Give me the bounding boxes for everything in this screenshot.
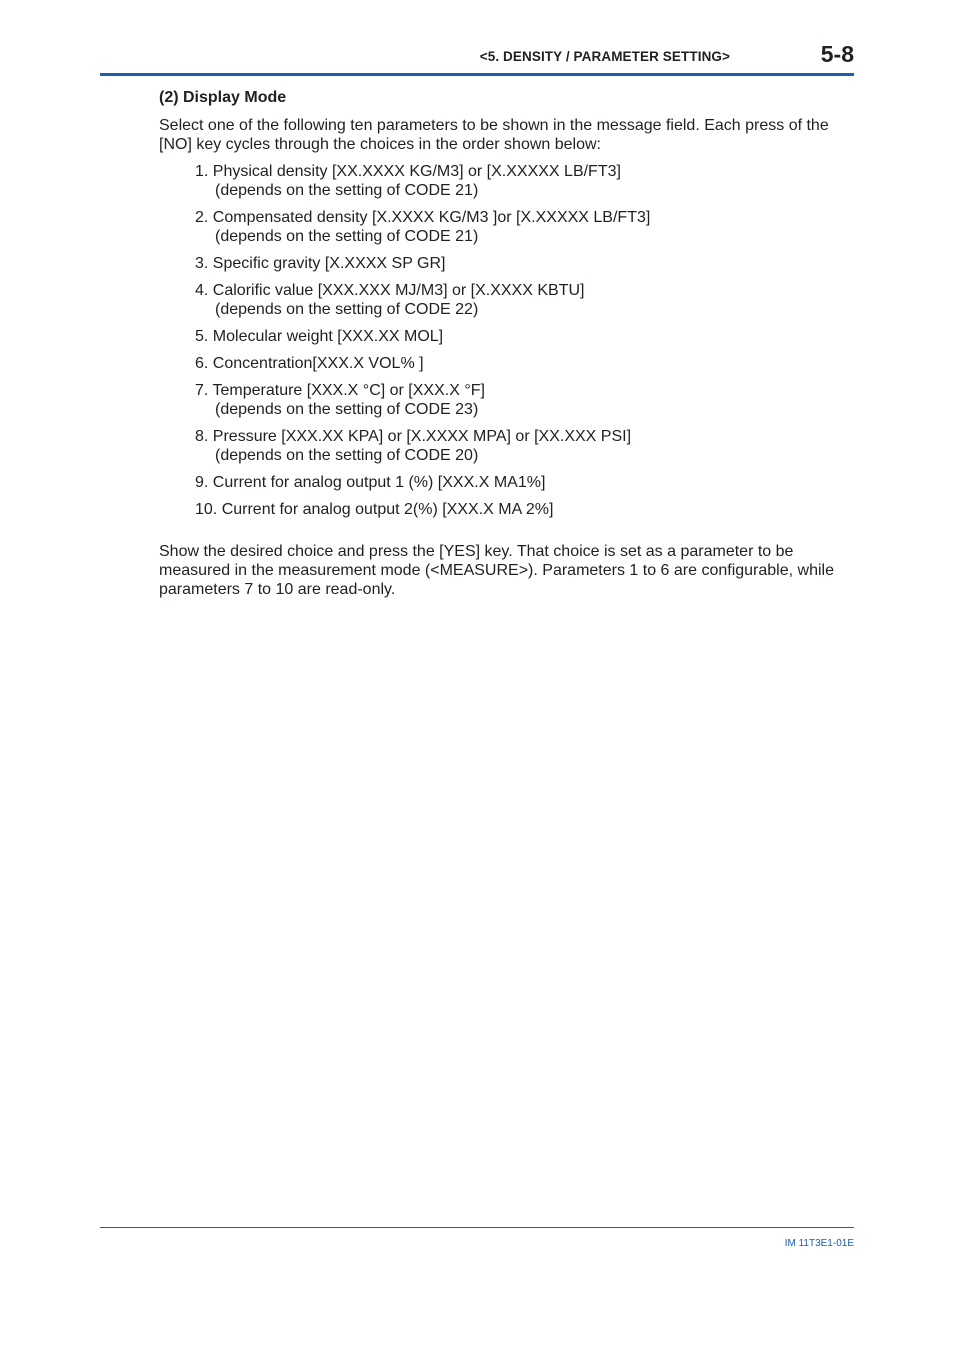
section-heading: (2) Display Mode [159, 89, 287, 106]
list-item-note: (depends on the setting of CODE 22) [215, 301, 479, 318]
list-item-text: 1. Physical density [XX.XXXX KG/M3] or [X.XXXXX LB/FT3] [195, 163, 621, 180]
intro-paragraph [159, 116, 859, 154]
closing-line: Show the desired choice and press the [YES] key. That choice is set as a parameter to be [159, 543, 794, 560]
page-content [159, 88, 859, 599]
list-item-note: (depends on the setting of CODE 21) [215, 228, 479, 245]
list-item-text: 6. Concentration[XXX.X VOL% ] [195, 355, 424, 372]
list-item [195, 354, 859, 373]
list-item-text: 3. Specific gravity [X.XXXX SP GR] [195, 255, 446, 272]
list-item-text: 7. Temperature [XXX.X °C] or [XXX.X °F] [195, 382, 485, 399]
list-item [195, 427, 859, 465]
list-item [195, 473, 859, 492]
parameter-list [159, 162, 859, 519]
list-item-text: 10. Current for analog output 2(%) [XXX.X MA 2%] [195, 501, 554, 518]
list-item-note: (depends on the setting of CODE 20) [215, 447, 479, 464]
list-item [195, 162, 859, 200]
list-item-text: 9. Current for analog output 1 (%) [XXX.X MA1%] [195, 474, 546, 491]
list-item-note: (depends on the setting of CODE 21) [215, 182, 479, 199]
closing-line: parameters 7 to 10 are read-only. [159, 581, 396, 598]
closing-line: measured in the measurement mode (<MEASURE>). Parameters 1 to 6 are configurable, while [159, 562, 834, 579]
intro-line: [NO] key cycles through the choices in the order shown below: [159, 136, 601, 153]
list-item [195, 327, 859, 346]
header-divider [100, 73, 854, 76]
list-item [195, 254, 859, 273]
list-item-note: (depends on the setting of CODE 23) [215, 401, 479, 418]
closing-paragraph [159, 542, 859, 599]
footer-divider [100, 1227, 854, 1228]
list-item-text: 8. Pressure [XXX.XX KPA] or [X.XXXX MPA] or [XX.XXX PSI] [195, 428, 632, 445]
page-number: 5-8 [820, 41, 854, 67]
document-code: IM 11T3E1-01E [784, 1238, 854, 1249]
chapter-header: <5. DENSITY / PARAMETER SETTING> [479, 49, 730, 64]
intro-line: Select one of the following ten parameters to be shown in the message field. Each press of the [159, 117, 829, 134]
list-item-text: 5. Molecular weight [XXX.XX MOL] [195, 328, 444, 345]
list-item-text: 2. Compensated density [X.XXXX KG/M3 ]or [X.XXXXX LB/FT3] [195, 209, 651, 226]
list-item [195, 281, 859, 319]
list-item [195, 381, 859, 419]
list-item [195, 208, 859, 246]
list-item [195, 500, 859, 519]
list-item-text: 4. Calorific value [XXX.XXX MJ/M3] or [X.XXXX KBTU] [195, 282, 585, 299]
